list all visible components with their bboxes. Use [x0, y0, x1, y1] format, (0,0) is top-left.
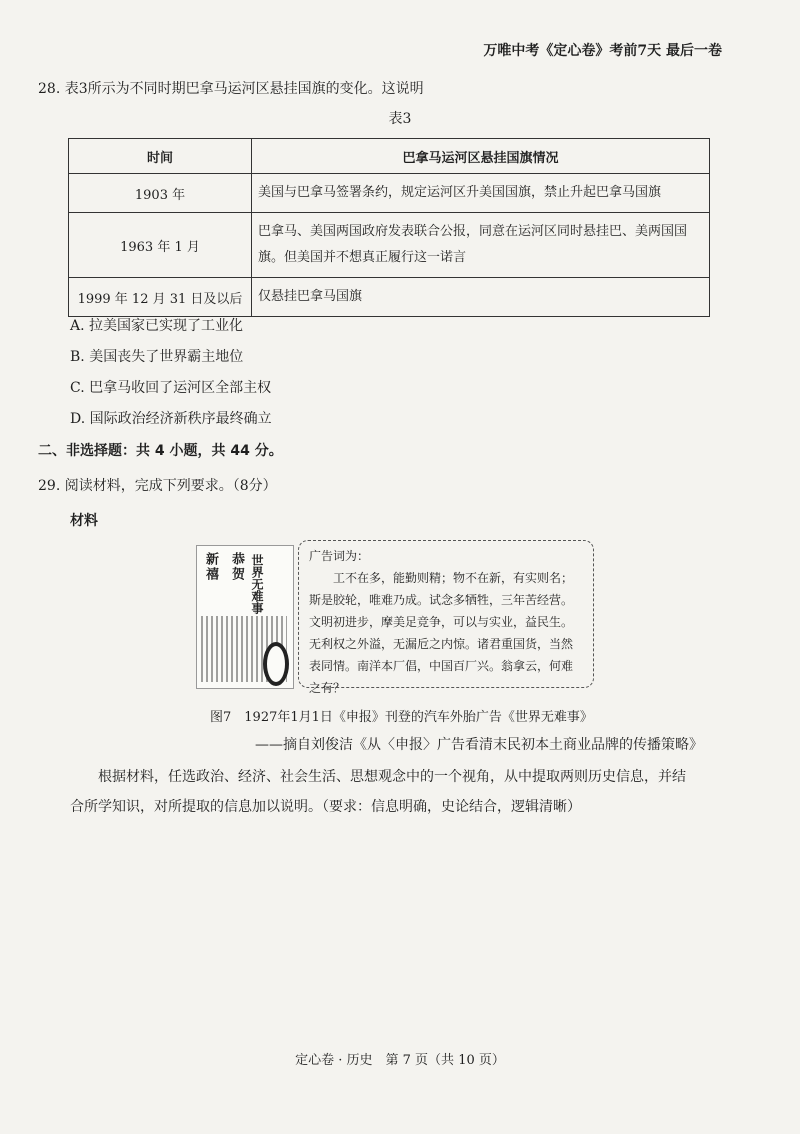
question-28-stem: 28. 表3所示为不同时期巴拿马运河区悬挂国旗的变化。这说明	[38, 81, 424, 97]
newspaper-ad-image	[196, 545, 294, 689]
option-a: A. 拉美国家已实现了工业化	[70, 318, 244, 334]
table-row	[69, 278, 710, 317]
option-b: B. 美国丧失了世界霸主地位	[70, 349, 244, 365]
instruction-line-2: 合所学知识，对所提取的信息加以说明。（要求：信息明确，史论结合，逻辑清晰）	[70, 799, 581, 815]
newspaper-title-2: 恭贺	[229, 552, 244, 582]
table-cell-flag: 仅悬挂巴拿马国旗	[252, 278, 710, 317]
ad-title: 广告词为：	[309, 549, 370, 563]
table-header-flag: 巴拿马运河区悬挂国旗情况	[252, 139, 710, 174]
tire-icon	[263, 642, 289, 686]
q28-options	[70, 316, 272, 440]
option-c: C. 巴拿马收回了运河区全部主权	[70, 380, 272, 396]
q29-instruction	[70, 762, 760, 822]
table-cell-time: 1999 年 12 月 31 日及以后	[69, 278, 252, 317]
source-citation: ——摘自刘俊洁《从〈申报〉广告看清末民初本土商业品牌的传播策略》	[255, 737, 703, 753]
table-header-row	[69, 139, 710, 174]
material-label: 材料	[70, 513, 98, 529]
ad-text-box	[298, 540, 594, 695]
table-cell-time: 1903 年	[69, 174, 252, 213]
page-header: 万唯中考《定心卷》考前7天 最后一卷	[483, 43, 722, 59]
flag-table	[68, 138, 710, 317]
ad-body: 工不在多，能勤则精；物不在新，有实则名；斯是胶轮，唯难乃成。试念多牺牲，三年苦经营。文明初进步，摩美足竞争，可以与实业，益民生。无利权之外溢，无漏卮之内惊。诸君重国货，当然表同情。南洋本厂倡，中国百厂兴。翁拿云，何难之有？	[309, 571, 574, 695]
question-29-stem: 29. 阅读材料，完成下列要求。（8分）	[38, 478, 277, 494]
table-cell-flag: 巴拿马、美国两国政府发表联合公报，同意在运河区同时悬挂巴、美两国国旗。但美国并不想真正履行这一诺言	[252, 213, 710, 278]
option-d: D. 国际政治经济新秩序最终确立	[70, 411, 272, 427]
table-row	[69, 174, 710, 213]
newspaper-title-1: 新禧	[203, 552, 218, 582]
table-header-time: 时间	[69, 139, 252, 174]
newspaper-title-3: 世界无难事	[250, 554, 264, 614]
instruction-line-1: 根据材料，任选政治、经济、社会生活、思想观念中的一个视角，从中提取两则历史信息，并结	[98, 769, 686, 785]
table-cell-flag: 美国与巴拿马签署条约，规定运河区升美国国旗，禁止升起巴拿马国旗	[252, 174, 710, 213]
table-row	[69, 213, 710, 278]
figure-caption: 图7 1927年1月1日《申报》刊登的汽车外胎广告《世界无难事》	[210, 710, 593, 725]
table-cell-time: 1963 年 1 月	[69, 213, 252, 278]
table-caption: 表3	[388, 111, 412, 127]
section-2-title: 二、非选择题：共 4 小题，共 44 分。	[38, 443, 283, 459]
page-footer: 定心卷 · 历史 第 7 页（共 10 页）	[295, 1053, 505, 1068]
